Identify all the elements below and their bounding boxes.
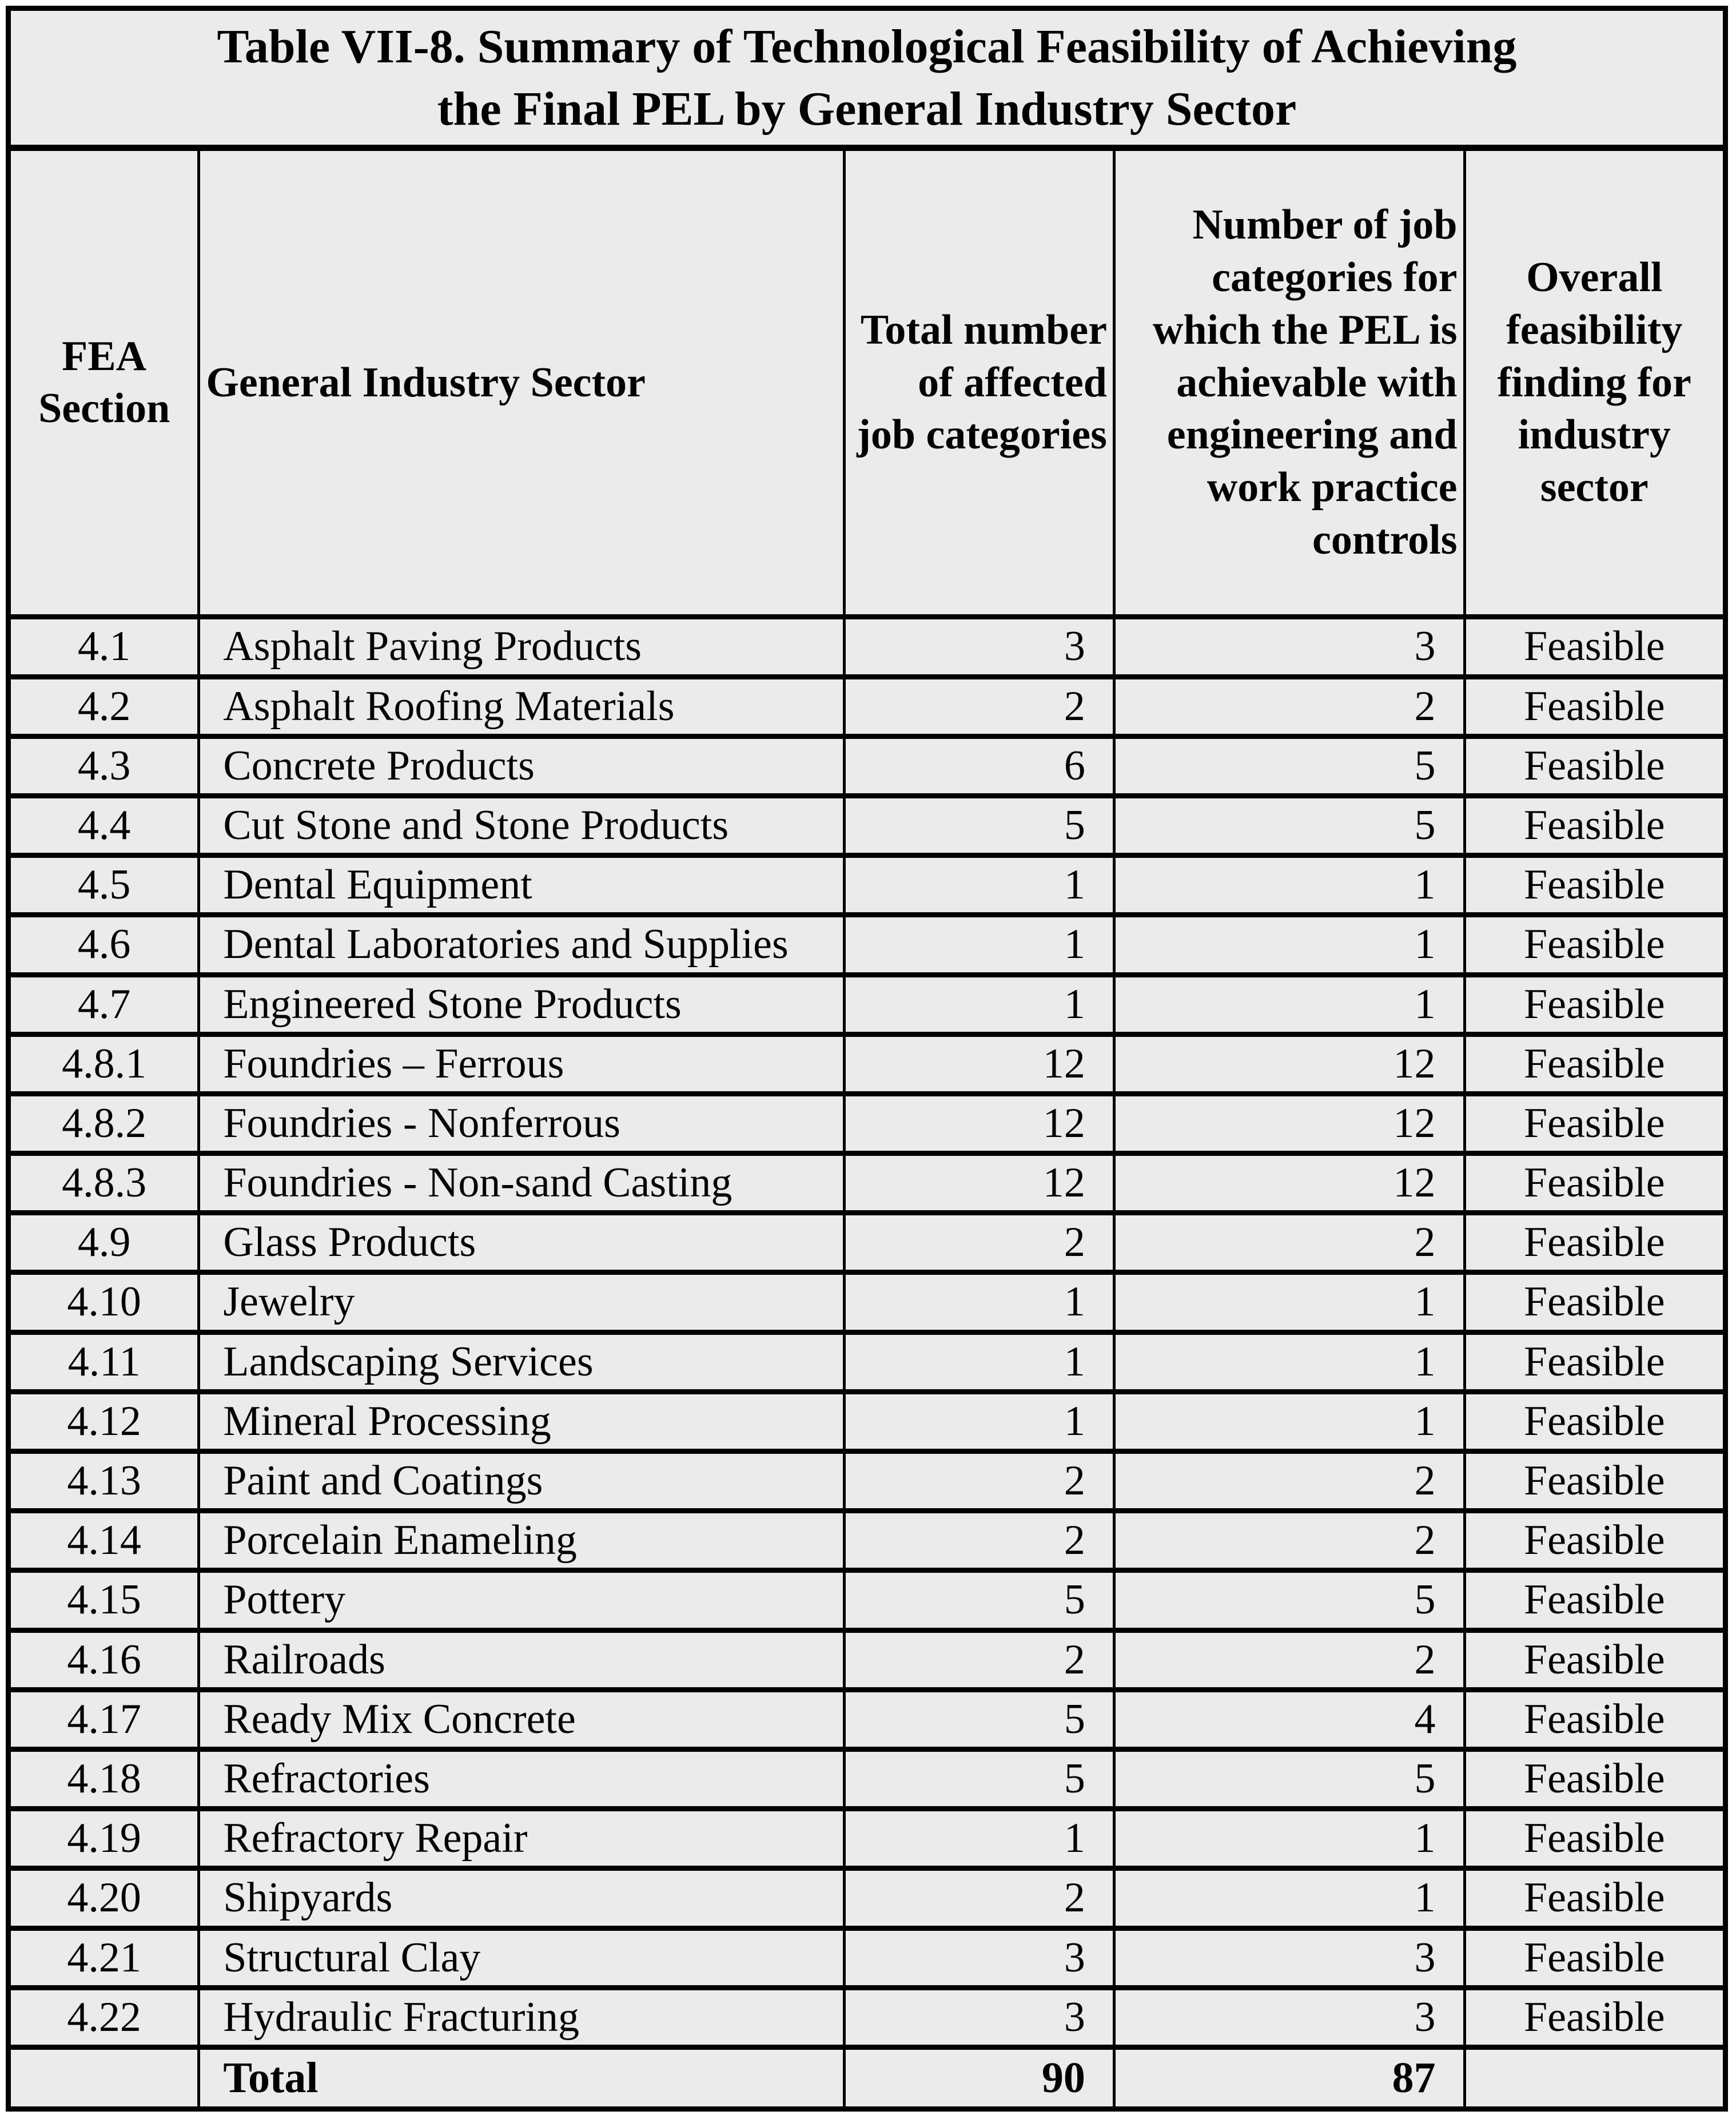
achievable-jobs-cell: 2 bbox=[1114, 1452, 1464, 1511]
fea-section-cell: 4.20 bbox=[9, 1868, 199, 1928]
fea-section-cell: 4.13 bbox=[9, 1452, 199, 1511]
fea-section-cell: 4.2 bbox=[9, 677, 199, 736]
table-row bbox=[9, 736, 1726, 796]
sector-cell: Foundries – Ferrous bbox=[199, 1034, 845, 1094]
total-jobs-cell: 3 bbox=[845, 1987, 1114, 2047]
achievable-jobs-cell: 1 bbox=[1114, 1868, 1464, 1928]
finding-cell: Feasible bbox=[1464, 1987, 1725, 2047]
finding-cell: Feasible bbox=[1464, 1392, 1725, 1451]
finding-cell: Feasible bbox=[1464, 796, 1725, 855]
sector-cell: Dental Laboratories and Supplies bbox=[199, 915, 845, 975]
table-title-row bbox=[9, 9, 1726, 148]
total-jobs-cell: 12 bbox=[845, 1094, 1114, 1153]
finding-cell: Feasible bbox=[1464, 1511, 1725, 1571]
achievable-jobs-cell: 1 bbox=[1114, 1332, 1464, 1392]
finding-cell: Feasible bbox=[1464, 1868, 1725, 1928]
fea-section-cell: 4.19 bbox=[9, 1809, 199, 1868]
finding-cell: Feasible bbox=[1464, 975, 1725, 1034]
achievable-jobs-cell: 4 bbox=[1114, 1689, 1464, 1749]
table-row bbox=[9, 617, 1726, 677]
sector-cell: Glass Products bbox=[199, 1213, 845, 1273]
finding-cell: Feasible bbox=[1464, 1213, 1725, 1273]
achievable-jobs-cell: 1 bbox=[1114, 1809, 1464, 1868]
achievable-jobs-cell: 5 bbox=[1114, 796, 1464, 855]
table-row bbox=[9, 677, 1726, 736]
header-overall-feasibility: Overall feasibility finding for industry sector bbox=[1464, 148, 1725, 617]
fea-section-cell: 4.15 bbox=[9, 1571, 199, 1630]
finding-cell: Feasible bbox=[1464, 1571, 1725, 1630]
fea-section-cell: 4.3 bbox=[9, 736, 199, 796]
total-finding-blank-cell bbox=[1464, 2048, 1725, 2109]
achievable-jobs-cell: 2 bbox=[1114, 1630, 1464, 1689]
table-row bbox=[9, 1630, 1726, 1689]
table-row bbox=[9, 796, 1726, 855]
sector-cell: Jewelry bbox=[199, 1273, 845, 1332]
total-jobs-cell: 2 bbox=[845, 1452, 1114, 1511]
sector-cell: Asphalt Paving Products bbox=[199, 617, 845, 677]
achievable-jobs-cell: 1 bbox=[1114, 856, 1464, 915]
total-jobs-cell: 5 bbox=[845, 1689, 1114, 1749]
fea-section-cell: 4.8.2 bbox=[9, 1094, 199, 1153]
feasibility-table bbox=[6, 6, 1728, 2112]
table-row bbox=[9, 1273, 1726, 1332]
table-row bbox=[9, 1749, 1726, 1808]
table-row bbox=[9, 1987, 1726, 2047]
total-jobs-cell: 2 bbox=[845, 1213, 1114, 1273]
sector-cell: Paint and Coatings bbox=[199, 1452, 845, 1511]
total-jobs-cell: 3 bbox=[845, 617, 1114, 677]
finding-cell: Feasible bbox=[1464, 856, 1725, 915]
total-achievable-value-cell: 87 bbox=[1114, 2048, 1464, 2109]
fea-section-cell: 4.10 bbox=[9, 1273, 199, 1332]
achievable-jobs-cell: 3 bbox=[1114, 1928, 1464, 1987]
sector-cell: Refractories bbox=[199, 1749, 845, 1808]
finding-cell: Feasible bbox=[1464, 1094, 1725, 1153]
finding-cell: Feasible bbox=[1464, 1630, 1725, 1689]
sector-cell: Ready Mix Concrete bbox=[199, 1689, 845, 1749]
achievable-jobs-cell: 3 bbox=[1114, 1987, 1464, 2047]
finding-cell: Feasible bbox=[1464, 1332, 1725, 1392]
total-fea-blank-cell bbox=[9, 2048, 199, 2109]
table-row bbox=[9, 1928, 1726, 1987]
finding-cell: Feasible bbox=[1464, 1689, 1725, 1749]
table-body bbox=[9, 617, 1726, 2048]
table-title bbox=[9, 9, 1726, 148]
sector-cell: Cut Stone and Stone Products bbox=[199, 796, 845, 855]
sector-cell: Structural Clay bbox=[199, 1928, 845, 1987]
table-row bbox=[9, 1392, 1726, 1451]
table-row bbox=[9, 1332, 1726, 1392]
achievable-jobs-cell: 1 bbox=[1114, 1392, 1464, 1451]
fea-section-cell: 4.14 bbox=[9, 1511, 199, 1571]
sector-cell: Hydraulic Fracturing bbox=[199, 1987, 845, 2047]
fea-section-cell: 4.11 bbox=[9, 1332, 199, 1392]
finding-cell: Feasible bbox=[1464, 677, 1725, 736]
finding-cell: Feasible bbox=[1464, 1154, 1725, 1213]
achievable-jobs-cell: 5 bbox=[1114, 1571, 1464, 1630]
achievable-jobs-cell: 1 bbox=[1114, 1273, 1464, 1332]
fea-section-cell: 4.17 bbox=[9, 1689, 199, 1749]
sector-cell: Foundries - Nonferrous bbox=[199, 1094, 845, 1153]
fea-section-cell: 4.21 bbox=[9, 1928, 199, 1987]
achievable-jobs-cell: 3 bbox=[1114, 617, 1464, 677]
total-jobs-cell: 1 bbox=[845, 1392, 1114, 1451]
total-jobs-cell: 1 bbox=[845, 1809, 1114, 1868]
fea-section-cell: 4.16 bbox=[9, 1630, 199, 1689]
finding-cell: Feasible bbox=[1464, 736, 1725, 796]
fea-section-cell: 4.7 bbox=[9, 975, 199, 1034]
total-jobs-cell: 5 bbox=[845, 1571, 1114, 1630]
finding-cell: Feasible bbox=[1464, 915, 1725, 975]
total-jobs-cell: 1 bbox=[845, 975, 1114, 1034]
table-row bbox=[9, 1571, 1726, 1630]
fea-section-cell: 4.8.3 bbox=[9, 1154, 199, 1213]
total-row bbox=[9, 2048, 1726, 2109]
fea-section-cell: 4.18 bbox=[9, 1749, 199, 1808]
table-row bbox=[9, 915, 1726, 975]
sector-cell: Dental Equipment bbox=[199, 856, 845, 915]
table-row bbox=[9, 975, 1726, 1034]
total-jobs-cell: 2 bbox=[845, 1630, 1114, 1689]
achievable-jobs-cell: 5 bbox=[1114, 1749, 1464, 1808]
finding-cell: Feasible bbox=[1464, 1809, 1725, 1868]
sector-cell: Concrete Products bbox=[199, 736, 845, 796]
sector-cell: Foundries - Non-sand Casting bbox=[199, 1154, 845, 1213]
achievable-jobs-cell: 2 bbox=[1114, 1511, 1464, 1571]
table-row bbox=[9, 1511, 1726, 1571]
table-row bbox=[9, 1868, 1726, 1928]
total-jobs-cell: 12 bbox=[845, 1154, 1114, 1213]
sector-cell: Refractory Repair bbox=[199, 1809, 845, 1868]
fea-section-cell: 4.6 bbox=[9, 915, 199, 975]
fea-section-cell: 4.22 bbox=[9, 1987, 199, 2047]
table-row bbox=[9, 1213, 1726, 1273]
table-title-line2: the Final PEL by General Industry Sector bbox=[437, 82, 1297, 136]
table-row bbox=[9, 1154, 1726, 1213]
total-jobs-cell: 1 bbox=[845, 1332, 1114, 1392]
table-row bbox=[9, 1809, 1726, 1868]
header-general-industry-sector: General Industry Sector bbox=[199, 148, 845, 617]
achievable-jobs-cell: 2 bbox=[1114, 677, 1464, 736]
total-jobs-cell: 5 bbox=[845, 796, 1114, 855]
total-jobs-cell: 5 bbox=[845, 1749, 1114, 1808]
sector-cell: Railroads bbox=[199, 1630, 845, 1689]
total-jobs-cell: 2 bbox=[845, 677, 1114, 736]
column-header-row bbox=[9, 148, 1726, 617]
achievable-jobs-cell: 12 bbox=[1114, 1154, 1464, 1213]
sector-cell: Mineral Processing bbox=[199, 1392, 845, 1451]
achievable-jobs-cell: 12 bbox=[1114, 1034, 1464, 1094]
total-jobs-value-cell: 90 bbox=[845, 2048, 1114, 2109]
header-fea-section: FEA Section bbox=[9, 148, 199, 617]
finding-cell: Feasible bbox=[1464, 617, 1725, 677]
achievable-jobs-cell: 2 bbox=[1114, 1213, 1464, 1273]
sector-cell: Shipyards bbox=[199, 1868, 845, 1928]
achievable-jobs-cell: 5 bbox=[1114, 736, 1464, 796]
table-row bbox=[9, 1094, 1726, 1153]
fea-section-cell: 4.12 bbox=[9, 1392, 199, 1451]
table-row bbox=[9, 856, 1726, 915]
table-row bbox=[9, 1689, 1726, 1749]
total-jobs-cell: 1 bbox=[845, 1273, 1114, 1332]
total-label-cell: Total bbox=[199, 2048, 845, 2109]
total-jobs-cell: 3 bbox=[845, 1928, 1114, 1987]
total-jobs-cell: 2 bbox=[845, 1511, 1114, 1571]
table-title-line1: Table VII-8. Summary of Technological Feasibility of Achieving bbox=[217, 20, 1517, 73]
sector-cell: Landscaping Services bbox=[199, 1332, 845, 1392]
finding-cell: Feasible bbox=[1464, 1452, 1725, 1511]
fea-section-cell: 4.1 bbox=[9, 617, 199, 677]
total-jobs-cell: 12 bbox=[845, 1034, 1114, 1094]
achievable-jobs-cell: 12 bbox=[1114, 1094, 1464, 1153]
fea-section-cell: 4.4 bbox=[9, 796, 199, 855]
sector-cell: Asphalt Roofing Materials bbox=[199, 677, 845, 736]
table-row bbox=[9, 1034, 1726, 1094]
finding-cell: Feasible bbox=[1464, 1928, 1725, 1987]
fea-section-cell: 4.8.1 bbox=[9, 1034, 199, 1094]
finding-cell: Feasible bbox=[1464, 1273, 1725, 1332]
sector-cell: Engineered Stone Products bbox=[199, 975, 845, 1034]
total-jobs-cell: 2 bbox=[845, 1868, 1114, 1928]
achievable-jobs-cell: 1 bbox=[1114, 975, 1464, 1034]
header-achievable-job-categories: Number of job categories for which the PEL is achievable with engineering and work practice controls bbox=[1114, 148, 1464, 617]
achievable-jobs-cell: 1 bbox=[1114, 915, 1464, 975]
finding-cell: Feasible bbox=[1464, 1034, 1725, 1094]
fea-section-cell: 4.9 bbox=[9, 1213, 199, 1273]
fea-section-cell: 4.5 bbox=[9, 856, 199, 915]
sector-cell: Porcelain Enameling bbox=[199, 1511, 845, 1571]
total-jobs-cell: 6 bbox=[845, 736, 1114, 796]
table-row bbox=[9, 1452, 1726, 1511]
sector-cell: Pottery bbox=[199, 1571, 845, 1630]
header-total-job-categories: Total number of affected job categories bbox=[845, 148, 1114, 617]
total-jobs-cell: 1 bbox=[845, 856, 1114, 915]
total-jobs-cell: 1 bbox=[845, 915, 1114, 975]
finding-cell: Feasible bbox=[1464, 1749, 1725, 1808]
